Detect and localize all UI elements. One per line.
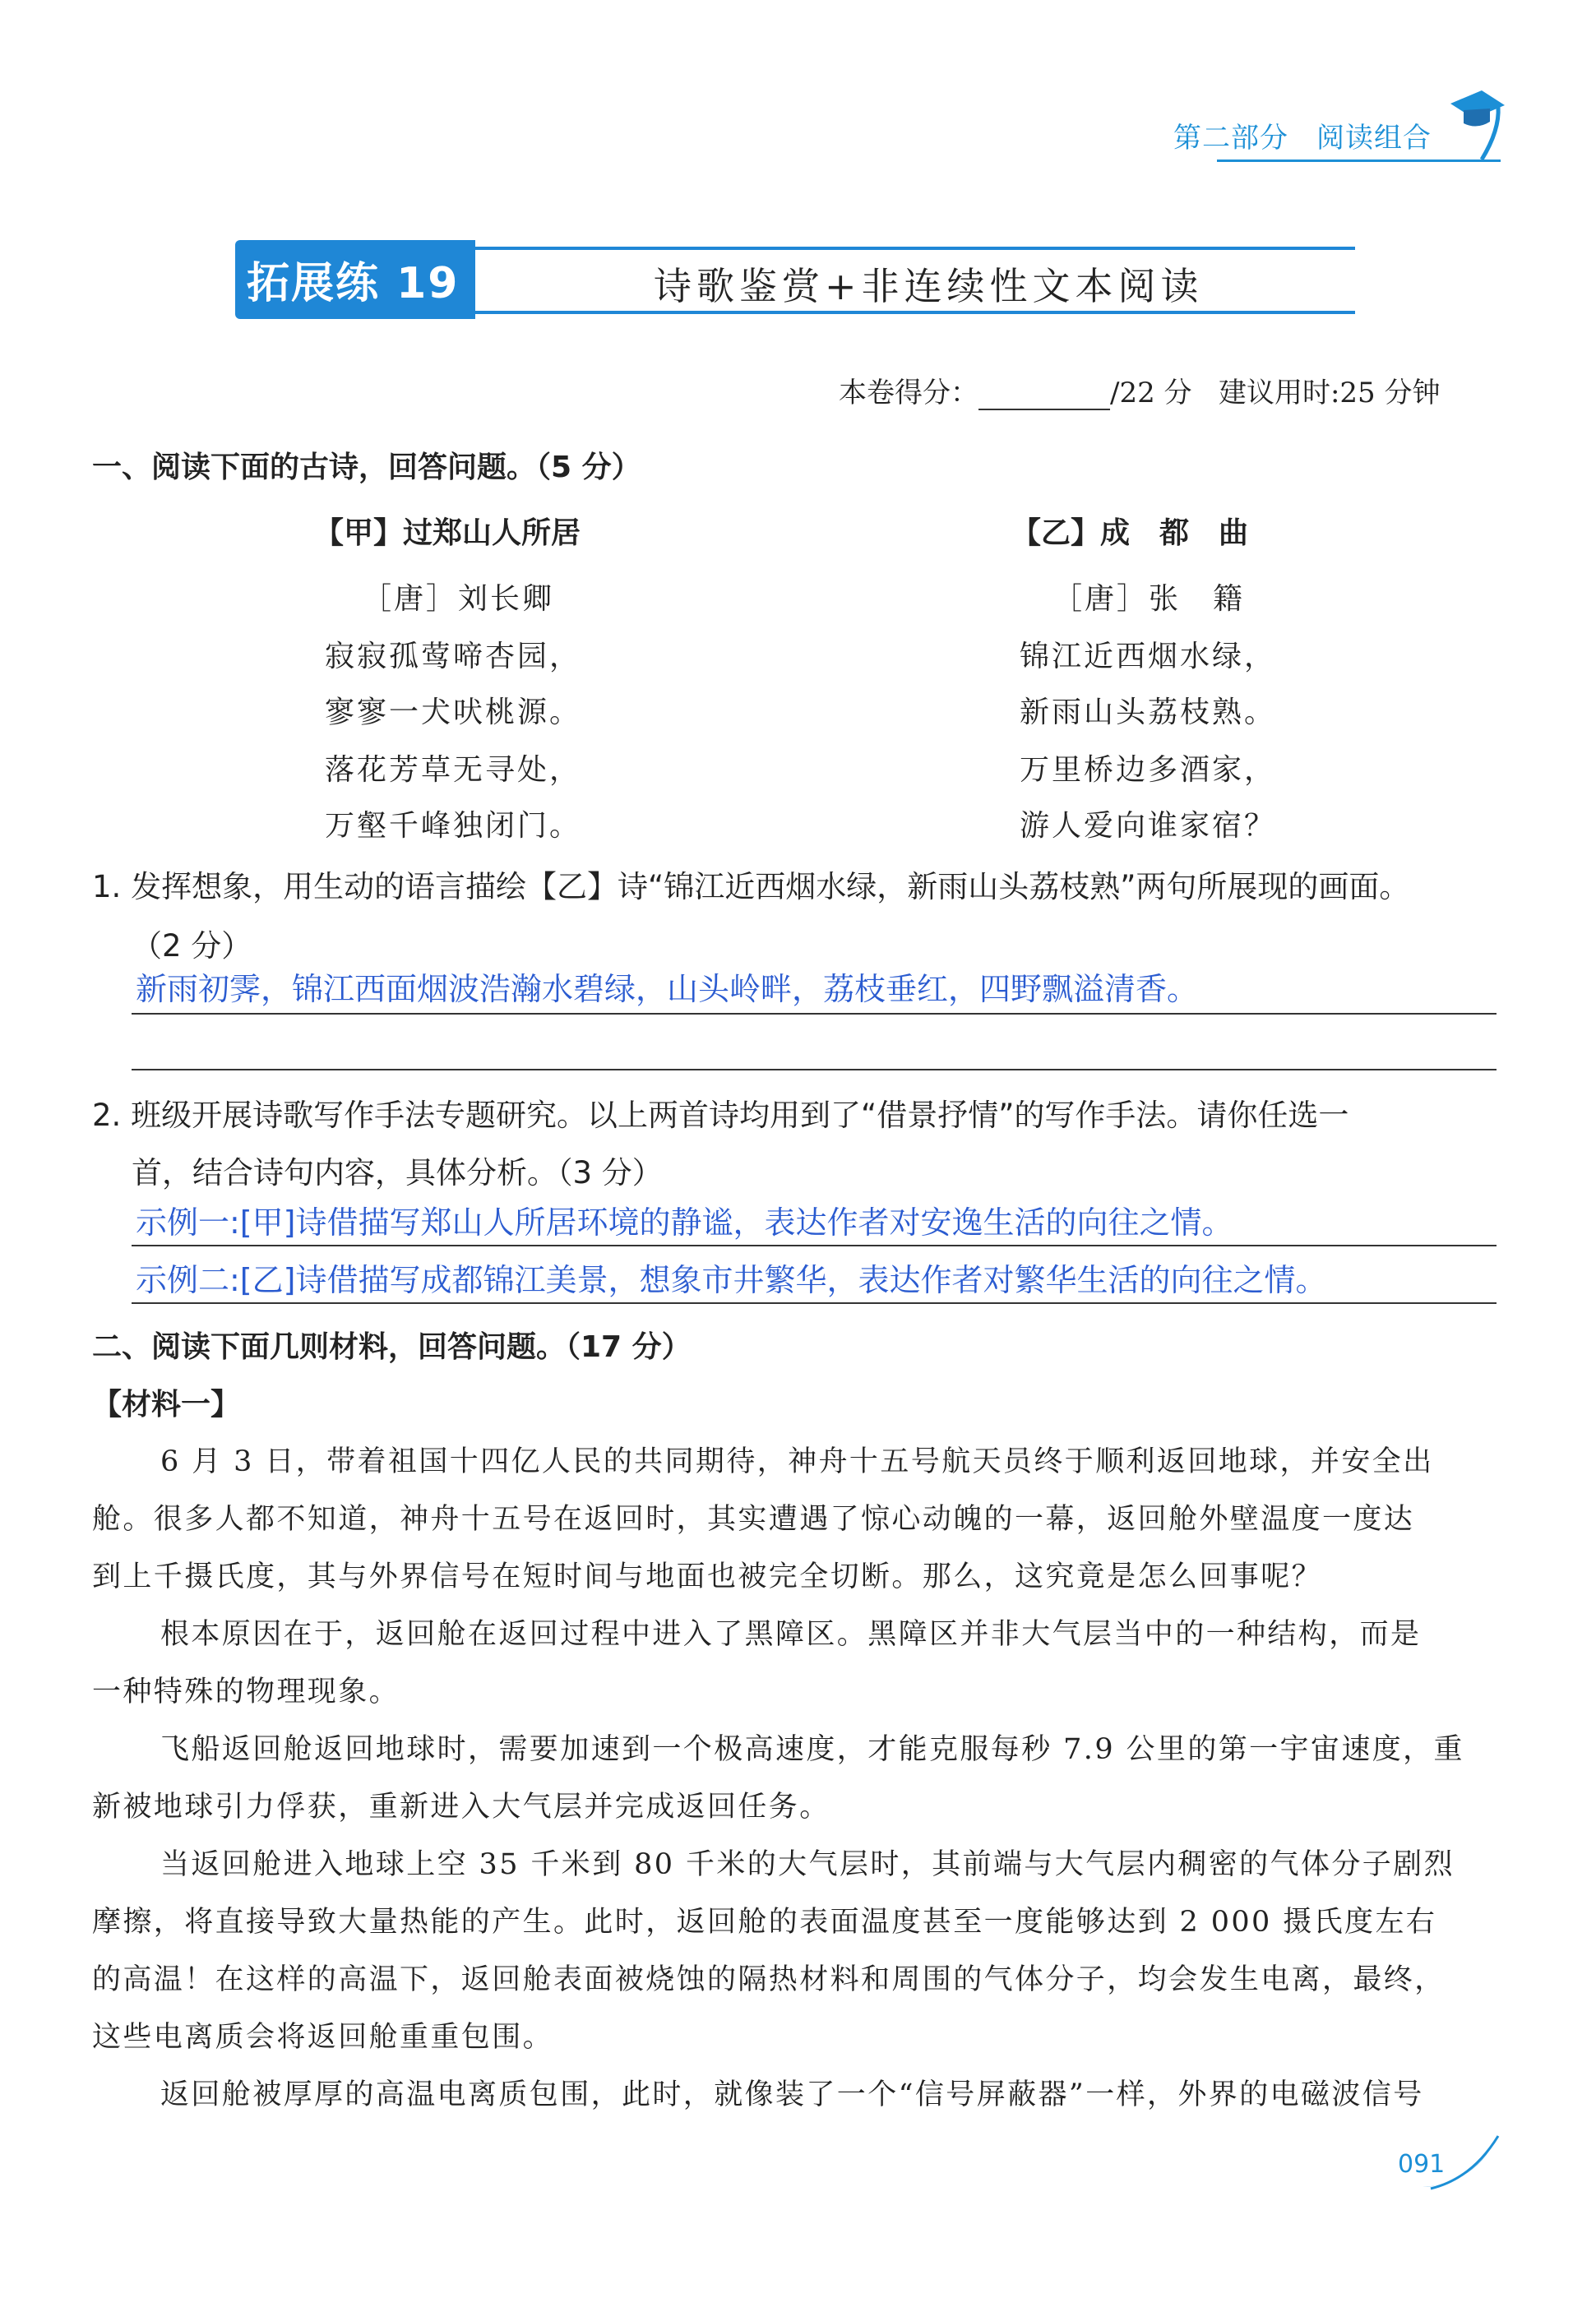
answer-line <box>132 1013 1497 1015</box>
time-label: 建议用时:25 分钟 <box>1218 377 1441 409</box>
question-2-answer[interactable]: 示例一:[甲]诗借描写郑山人所居环境的静谧，表达作者对安逸生活的向往之情。 <box>136 1204 1233 1241</box>
paragraph-line: 摩擦，将直接导致大量热能的产生。此时，返回舱的表面温度甚至一度能够达到 2 000 摄氏度左右 <box>92 1906 1437 1939</box>
part1-heading: 一、阅读下面的古诗，回答问题。（5 分） <box>92 451 641 484</box>
paragraph-line: 6 月 3 日，带着祖国十四亿人民的共同期待，神舟十五号航天员终于顺利返回地球，并安全出 <box>160 1445 1434 1478</box>
poem-b-line: 锦江近西烟水绿， <box>1020 640 1277 673</box>
poem-b-line: 新雨山头荔枝熟。 <box>1020 696 1277 729</box>
answer-line <box>132 1302 1497 1304</box>
answer-line <box>132 1245 1497 1246</box>
section-label: 第二部分 <box>1173 122 1288 155</box>
question-2-text: 2. 班级开展诗歌写作手法专题研究。以上两首诗均用到了“借景抒情”的写作手法。请你任选一 <box>92 1098 1349 1133</box>
poem-a-title: 【甲】过郑山人所居 <box>314 516 581 550</box>
paragraph-line: 新被地球引力俘获，重新进入大气层并完成返回任务。 <box>92 1791 830 1824</box>
exercise-label: 拓展练 19 <box>247 259 460 308</box>
score-total: /22 分 <box>1110 377 1192 409</box>
poem-a-author: ［唐］刘长卿 <box>362 582 555 616</box>
poem-a-line: 寂寂孤莺啼杏园， <box>325 640 582 673</box>
poem-a-line: 万壑千峰独闭门。 <box>325 809 582 843</box>
poem-b-line: 万里桥边多酒家， <box>1020 753 1277 787</box>
paragraph-line: 一种特殊的物理现象。 <box>92 1676 400 1708</box>
score-line <box>839 370 1441 410</box>
graduation-cap-icon <box>1449 81 1506 163</box>
page-number: 091 <box>1398 2150 1446 2179</box>
paragraph-line: 飞船返回舱返回地球时，需要加速到一个极高速度，才能克服每秒 7.9 公里的第一宇宙速度，重 <box>160 1733 1464 1766</box>
exercise-title: 诗歌鉴赏+非连续性文本阅读 <box>654 264 1204 308</box>
paragraph-line: 这些电离质会将返回舱重重包围。 <box>92 2021 554 2054</box>
poem-a-line: 落花芳草无寻处， <box>325 753 582 787</box>
paragraph-line: 到上千摄氏度，其与外界信号在短时间与地面也被完全切断。那么，这究竟是怎么回事呢？ <box>92 1560 1323 1593</box>
question-2-text-cont: 首，结合诗句内容，具体分析。（3 分） <box>132 1155 663 1190</box>
poem-a-line: 寥寥一犬吠桃源。 <box>325 696 582 729</box>
topic-label: 阅读组合 <box>1316 122 1432 155</box>
poem-b-line: 游人爱向谁家宿？ <box>1020 809 1277 843</box>
question-1-answer[interactable]: 新雨初霁，锦江西面烟波浩瀚水碧绿，山头岭畔，荔枝垂红，四野飘溢清香。 <box>136 971 1199 1007</box>
banner-bottom-line <box>475 311 1355 314</box>
paragraph-line: 根本原因在于，返回舱在返回过程中进入了黑障区。黑障区并非大气层当中的一种结构，而是 <box>160 1618 1422 1651</box>
material-1-label: 【材料一】 <box>92 1388 241 1422</box>
banner-top-line <box>475 247 1355 250</box>
score-label: 本卷得分： <box>839 377 978 409</box>
question-2-answer[interactable]: 示例二:[乙]诗借描写成都锦江美景，想象市井繁华，表达作者对繁华生活的向往之情。 <box>136 1262 1327 1298</box>
question-1-text: 1. 发挥想象，用生动的语言描绘【乙】诗“锦江近西烟水绿，新雨山头荔枝熟”两句所展现的画面。 <box>92 869 1410 904</box>
paragraph-line: 当返回舱进入地球上空 35 千米到 80 千米的大气层时，其前端与大气层内稠密的气体分子剧烈 <box>160 1848 1455 1881</box>
answer-line <box>132 1069 1497 1070</box>
section-header <box>1173 115 1432 155</box>
score-blank[interactable] <box>978 384 1110 410</box>
poem-b-author: ［唐］张 籍 <box>1052 582 1246 616</box>
poem-b-title: 【乙】成 都 曲 <box>1011 516 1249 550</box>
part2-heading: 二、阅读下面几则材料，回答问题。（17 分） <box>92 1330 692 1364</box>
question-1-points: （2 分） <box>132 928 252 964</box>
paragraph-line: 舱。很多人都不知道，神舟十五号在返回时，其实遭遇了惊心动魄的一幕，返回舱外壁温度一度达 <box>92 1503 1415 1536</box>
paragraph-line: 返回舱被厚厚的高温电离质包围，此时，就像装了一个“信号屏蔽器”一样，外界的电磁波信号 <box>160 2078 1424 2111</box>
paragraph-line: 的高温！在这样的高温下，返回舱表面被烧蚀的隔热材料和周围的气体分子，均会发生电离，最终， <box>92 1963 1446 1996</box>
